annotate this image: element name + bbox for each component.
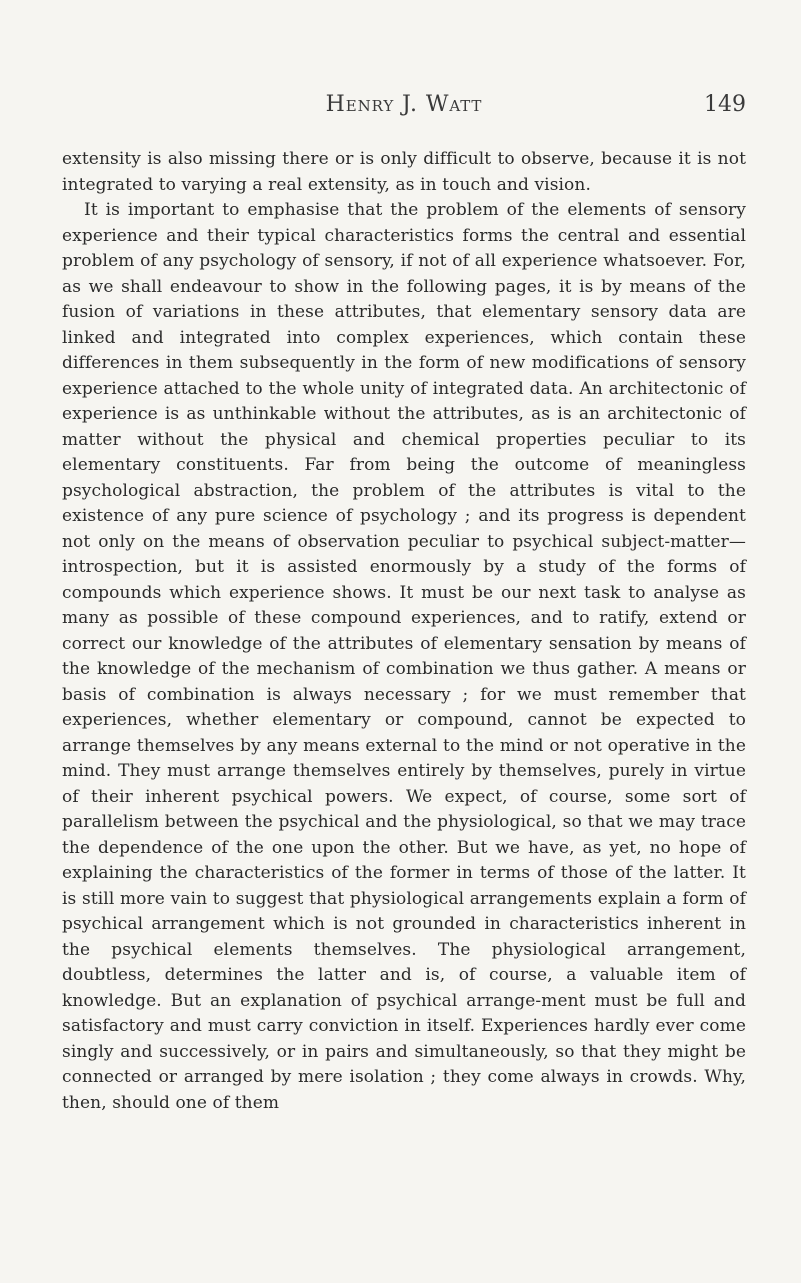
body-text: [62, 147, 746, 1116]
page-number: 149: [704, 92, 746, 117]
running-head: [62, 92, 746, 122]
paragraph: It is important to emphasise that the problem of the elements of sensory experience and their typical characteristics forms the central and essential problem of any psychology of sensory, if not of all experience whatsoever. For, as we shall endeavour to show in the following pages, it is by means of the fusion of variations in these attributes, that elementary sensory data are linked and integrated into complex experiences, which contain these differences in them subsequently in the form of new modifications of sensory experience attached to the whole unity of integrated data. An architectonic of experience is as unthinkable without the attributes, as is an architectonic of matter without the physical and chemical properties peculiar to its elementary constituents. Far from being the outcome of meaningless psychological abstraction, the problem of the attributes is vital to the existence of any pure science of psychology ; and its progress is dependent not only on the means of observation peculiar to psychical subject-matter—introspection, but it is assisted enormously by a study of the forms of compounds which experience shows. It must be our next task to analyse as many as possible of these compound experiences, and to ratify, extend or correct our knowledge of the attributes of elementary sensation by means of the knowledge of the mechanism of combination we thus gather. A means or basis of combination is always necessary ; for we must remember that experiences, whether elementary or compound, cannot be expected to arrange themselves by any means external to the mind or not operative in the mind. They must arrange themselves entirely by themselves, purely in virtue of their inherent psychical powers. We expect, of course, some sort of parallelism between the psychical and the physiological, so that we may trace the dependence of the one upon the other. But we have, as yet, no hope of explaining the characteristics of the former in terms of those of the latter. It is still more vain to suggest that physiological arrangements explain a form of psychical arrangement which is not grounded in characteristics inherent in the psychical elements themselves. The physiological arrangement, doubtless, determines the latter and is, of course, a valuable item of knowledge. But an explanation of psychical arrange-ment must be full and satisfactory and must carry conviction in itself. Experiences hardly ever come singly and successively, or in pairs and simultaneously, so that they might be connected or arranged by mere isolation ; they come always in crowds. Why, then, should one of them: [62, 200, 746, 1113]
paragraph-continuation: extensity is also missing there or is only difficult to observe, because it is not integrated to varying a real extensity, as in touch and vision.: [62, 149, 746, 195]
running-title: Henry J. Watt: [325, 92, 483, 117]
